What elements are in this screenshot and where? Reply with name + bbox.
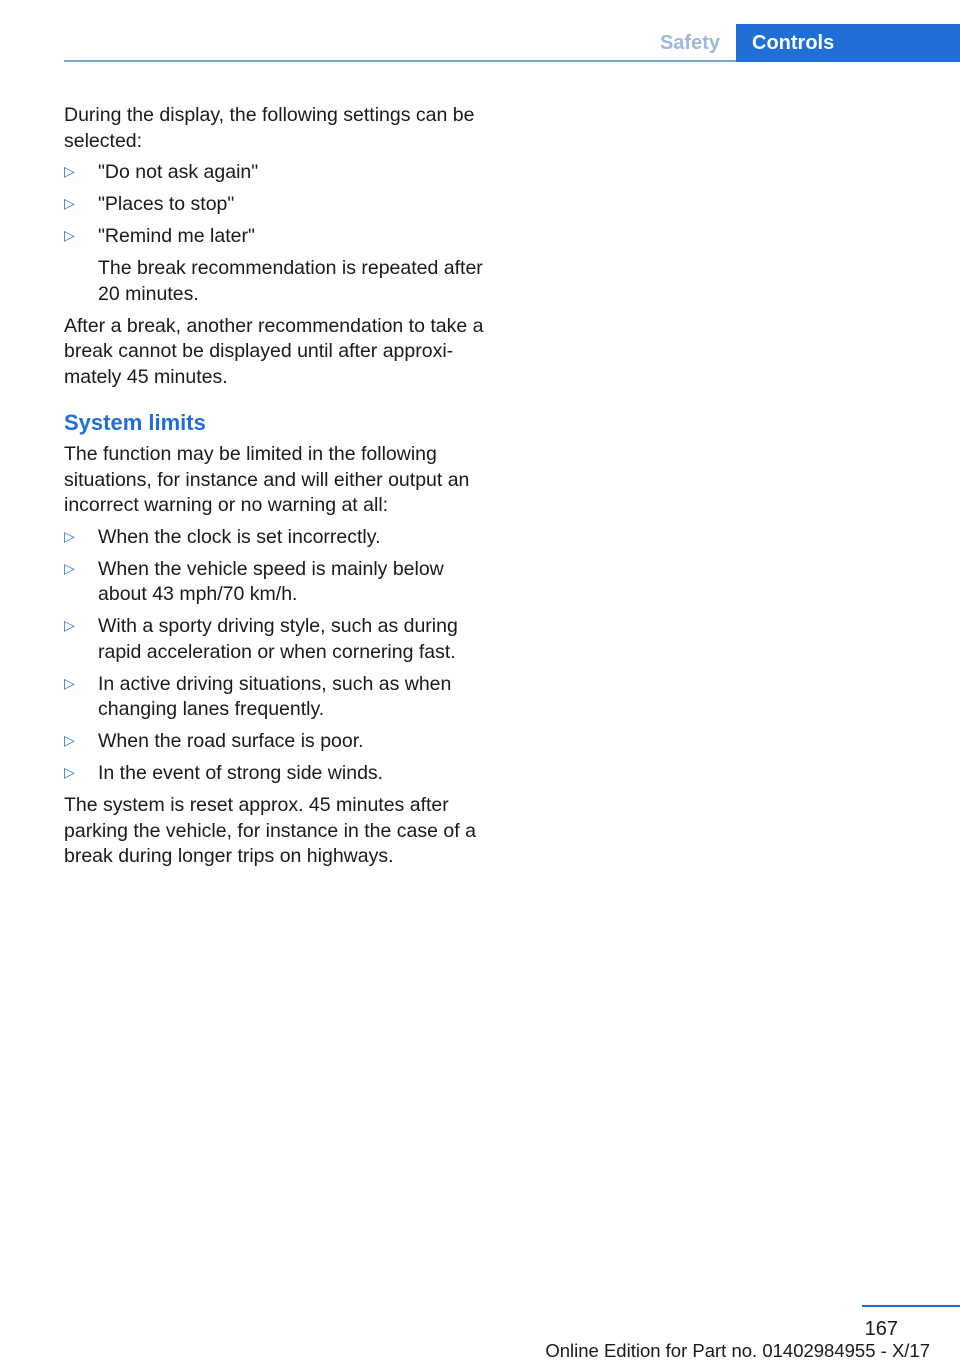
triangle-right-icon: ▷ xyxy=(64,675,75,692)
list-item xyxy=(64,761,488,787)
footer-rule xyxy=(862,1305,960,1307)
list-item xyxy=(64,192,488,218)
list-item xyxy=(64,160,488,186)
list-item xyxy=(64,614,488,665)
reset-note: The system is reset approx. 45 minutes after parking the vehicle, for instance in the case of a break during longer trips on highways. xyxy=(64,794,476,867)
list-item xyxy=(64,224,488,307)
triangle-right-icon: ▷ xyxy=(64,560,75,577)
option-label: "Remind me later" xyxy=(98,225,255,247)
limit-text: When the vehicle speed is mainly below about 43 mph/70 km/h. xyxy=(98,557,444,605)
limits-intro: The function may be limited in the following situations, for instance and will either output an incorrect warning or no warning at all: xyxy=(64,443,470,516)
list-item xyxy=(64,557,488,608)
tab-controls[interactable]: Controls xyxy=(736,24,960,62)
limit-text: When the road surface is poor. xyxy=(98,730,364,752)
limit-text: When the clock is set incorrectly. xyxy=(98,525,381,548)
page-number: 167 xyxy=(864,1318,898,1340)
section-heading: System limits xyxy=(64,410,206,435)
list-item xyxy=(64,672,488,723)
page-content xyxy=(64,103,488,876)
tab-safety[interactable]: Safety xyxy=(659,32,720,54)
triangle-right-icon: ▷ xyxy=(64,618,75,634)
triangle-right-icon: ▷ xyxy=(64,164,75,180)
list-item xyxy=(64,525,488,551)
option-note: The break recommendation is repeated after 20 minutes. xyxy=(98,257,483,305)
edition-footer: Online Edition for Part no. 01402984955 - X/17 xyxy=(545,1340,930,1361)
settings-options-list xyxy=(64,160,488,307)
settings-intro: During the display, the following settings can be selected: xyxy=(64,104,475,152)
triangle-right-icon: ▷ xyxy=(64,733,75,749)
limits-list xyxy=(64,525,488,787)
limit-text: In the event of strong side winds. xyxy=(98,762,384,784)
limit-text: With a sporty driving style, such as during rapid acceleration or when cornering fast. xyxy=(98,615,458,663)
triangle-right-icon: ▷ xyxy=(64,765,75,781)
triangle-right-icon: ▷ xyxy=(64,528,75,545)
limit-text: In active driving situations, such as when changing lanes frequently. xyxy=(98,672,452,720)
option-label: "Places to stop" xyxy=(98,193,235,215)
triangle-right-icon: ▷ xyxy=(64,228,75,244)
option-label: "Do not ask again" xyxy=(98,161,259,183)
triangle-right-icon: ▷ xyxy=(64,196,75,212)
after-break-text: After a break, another recommendation to take a break cannot be displayed until after approximately 45 minutes. xyxy=(64,314,484,388)
list-item xyxy=(64,729,488,755)
